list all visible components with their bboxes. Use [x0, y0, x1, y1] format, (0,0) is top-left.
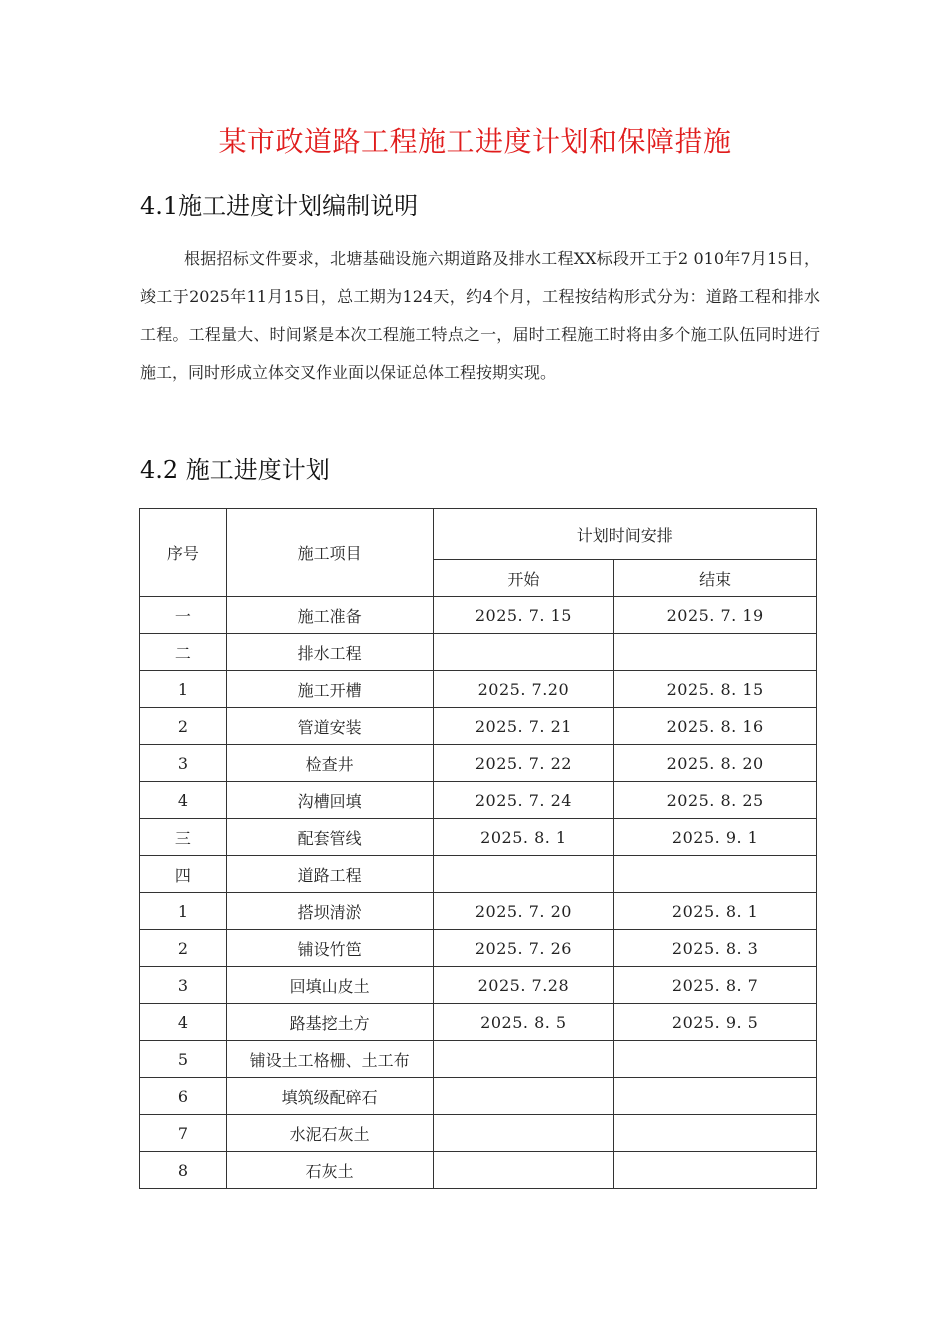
cell-no: 1	[140, 671, 227, 708]
cell-item: 填筑级配碎石	[226, 1078, 433, 1115]
cell-start	[433, 634, 614, 671]
cell-item: 石灰土	[226, 1152, 433, 1189]
cell-end: 2025. 9. 1	[614, 819, 817, 856]
cell-item: 施工准备	[226, 597, 433, 634]
cell-no: 3	[140, 745, 227, 782]
cell-start	[433, 856, 614, 893]
schedule-table	[139, 508, 817, 1189]
header-item: 施工项目	[226, 509, 433, 597]
cell-end: 2025. 7. 19	[614, 597, 817, 634]
cell-item: 路基挖土方	[226, 1004, 433, 1041]
cell-start: 2025. 7. 24	[433, 782, 614, 819]
table-row	[140, 1004, 817, 1041]
cell-start: 2025. 7.28	[433, 967, 614, 1004]
table-row	[140, 745, 817, 782]
cell-no: 6	[140, 1078, 227, 1115]
cell-start: 2025. 7. 20	[433, 893, 614, 930]
cell-no: 2	[140, 708, 227, 745]
table-row	[140, 782, 817, 819]
cell-start	[433, 1078, 614, 1115]
cell-end	[614, 1115, 817, 1152]
cell-start: 2025. 7.20	[433, 671, 614, 708]
cell-no: 一	[140, 597, 227, 634]
document-title: 某市政道路工程施工进度计划和保障措施	[218, 125, 732, 158]
cell-end: 2025. 8. 16	[614, 708, 817, 745]
cell-item: 排水工程	[226, 634, 433, 671]
table-row	[140, 930, 817, 967]
table-row	[140, 1041, 817, 1078]
cell-end	[614, 634, 817, 671]
cell-item: 沟槽回填	[226, 782, 433, 819]
cell-no: 4	[140, 1004, 227, 1041]
header-end: 结束	[614, 560, 817, 597]
cell-no: 四	[140, 856, 227, 893]
cell-end: 2025. 8. 1	[614, 893, 817, 930]
header-start: 开始	[433, 560, 614, 597]
cell-end: 2025. 8. 3	[614, 930, 817, 967]
cell-item: 道路工程	[226, 856, 433, 893]
header-plan: 计划时间安排	[433, 509, 816, 560]
cell-item: 回填山皮土	[226, 967, 433, 1004]
cell-no: 4	[140, 782, 227, 819]
cell-item: 水泥石灰土	[226, 1115, 433, 1152]
cell-no: 5	[140, 1041, 227, 1078]
cell-start: 2025. 8. 1	[433, 819, 614, 856]
cell-item: 检查井	[226, 745, 433, 782]
table-row	[140, 634, 817, 671]
table-row	[140, 1115, 817, 1152]
cell-no: 8	[140, 1152, 227, 1189]
cell-end	[614, 1041, 817, 1078]
cell-item: 管道安装	[226, 708, 433, 745]
table-row	[140, 856, 817, 893]
cell-end: 2025. 8. 25	[614, 782, 817, 819]
cell-start	[433, 1152, 614, 1189]
cell-start: 2025. 7. 15	[433, 597, 614, 634]
cell-start: 2025. 8. 5	[433, 1004, 614, 1041]
cell-start: 2025. 7. 22	[433, 745, 614, 782]
cell-end	[614, 1078, 817, 1115]
cell-no: 二	[140, 634, 227, 671]
section-heading-4-1: 4.1施工进度计划编制说明	[140, 192, 419, 220]
table-row	[140, 1152, 817, 1189]
table-row	[140, 819, 817, 856]
table-row	[140, 1078, 817, 1115]
header-no: 序号	[140, 509, 227, 597]
cell-item: 铺设土工格栅、土工布	[226, 1041, 433, 1078]
cell-item: 施工开槽	[226, 671, 433, 708]
cell-no: 3	[140, 967, 227, 1004]
cell-start	[433, 1115, 614, 1152]
section-heading-4-2: 4.2 施工进度计划	[140, 456, 330, 484]
table-row	[140, 597, 817, 634]
cell-no: 2	[140, 930, 227, 967]
table-row	[140, 893, 817, 930]
cell-no: 1	[140, 893, 227, 930]
section-4-1-paragraph	[140, 240, 820, 392]
cell-end	[614, 856, 817, 893]
table-row	[140, 708, 817, 745]
paragraph-text: 根据招标文件要求，北塘基础设施六期道路及排水工程XX标段开工于2 010年7月15日，竣工于2025年11月15日，总工期为124天，约4个月，工程按结构形式分为：道路工程和排水工程。工程量大、时间紧是本次工程施工特点之一，届时工程施工时将由多个施工队伍同时进行施工，同时形成立体交叉作业面以保证总体工程按期实现。	[140, 249, 820, 382]
cell-start: 2025. 7. 21	[433, 708, 614, 745]
cell-end: 2025. 8. 7	[614, 967, 817, 1004]
cell-no: 三	[140, 819, 227, 856]
table-row	[140, 671, 817, 708]
cell-start	[433, 1041, 614, 1078]
cell-start: 2025. 7. 26	[433, 930, 614, 967]
cell-item: 搭坝清淤	[226, 893, 433, 930]
cell-end: 2025. 8. 20	[614, 745, 817, 782]
cell-item: 配套管线	[226, 819, 433, 856]
cell-end: 2025. 8. 15	[614, 671, 817, 708]
cell-item: 铺设竹笆	[226, 930, 433, 967]
cell-no: 7	[140, 1115, 227, 1152]
cell-end: 2025. 9. 5	[614, 1004, 817, 1041]
table-header-row	[140, 509, 817, 560]
table-row	[140, 967, 817, 1004]
cell-end	[614, 1152, 817, 1189]
